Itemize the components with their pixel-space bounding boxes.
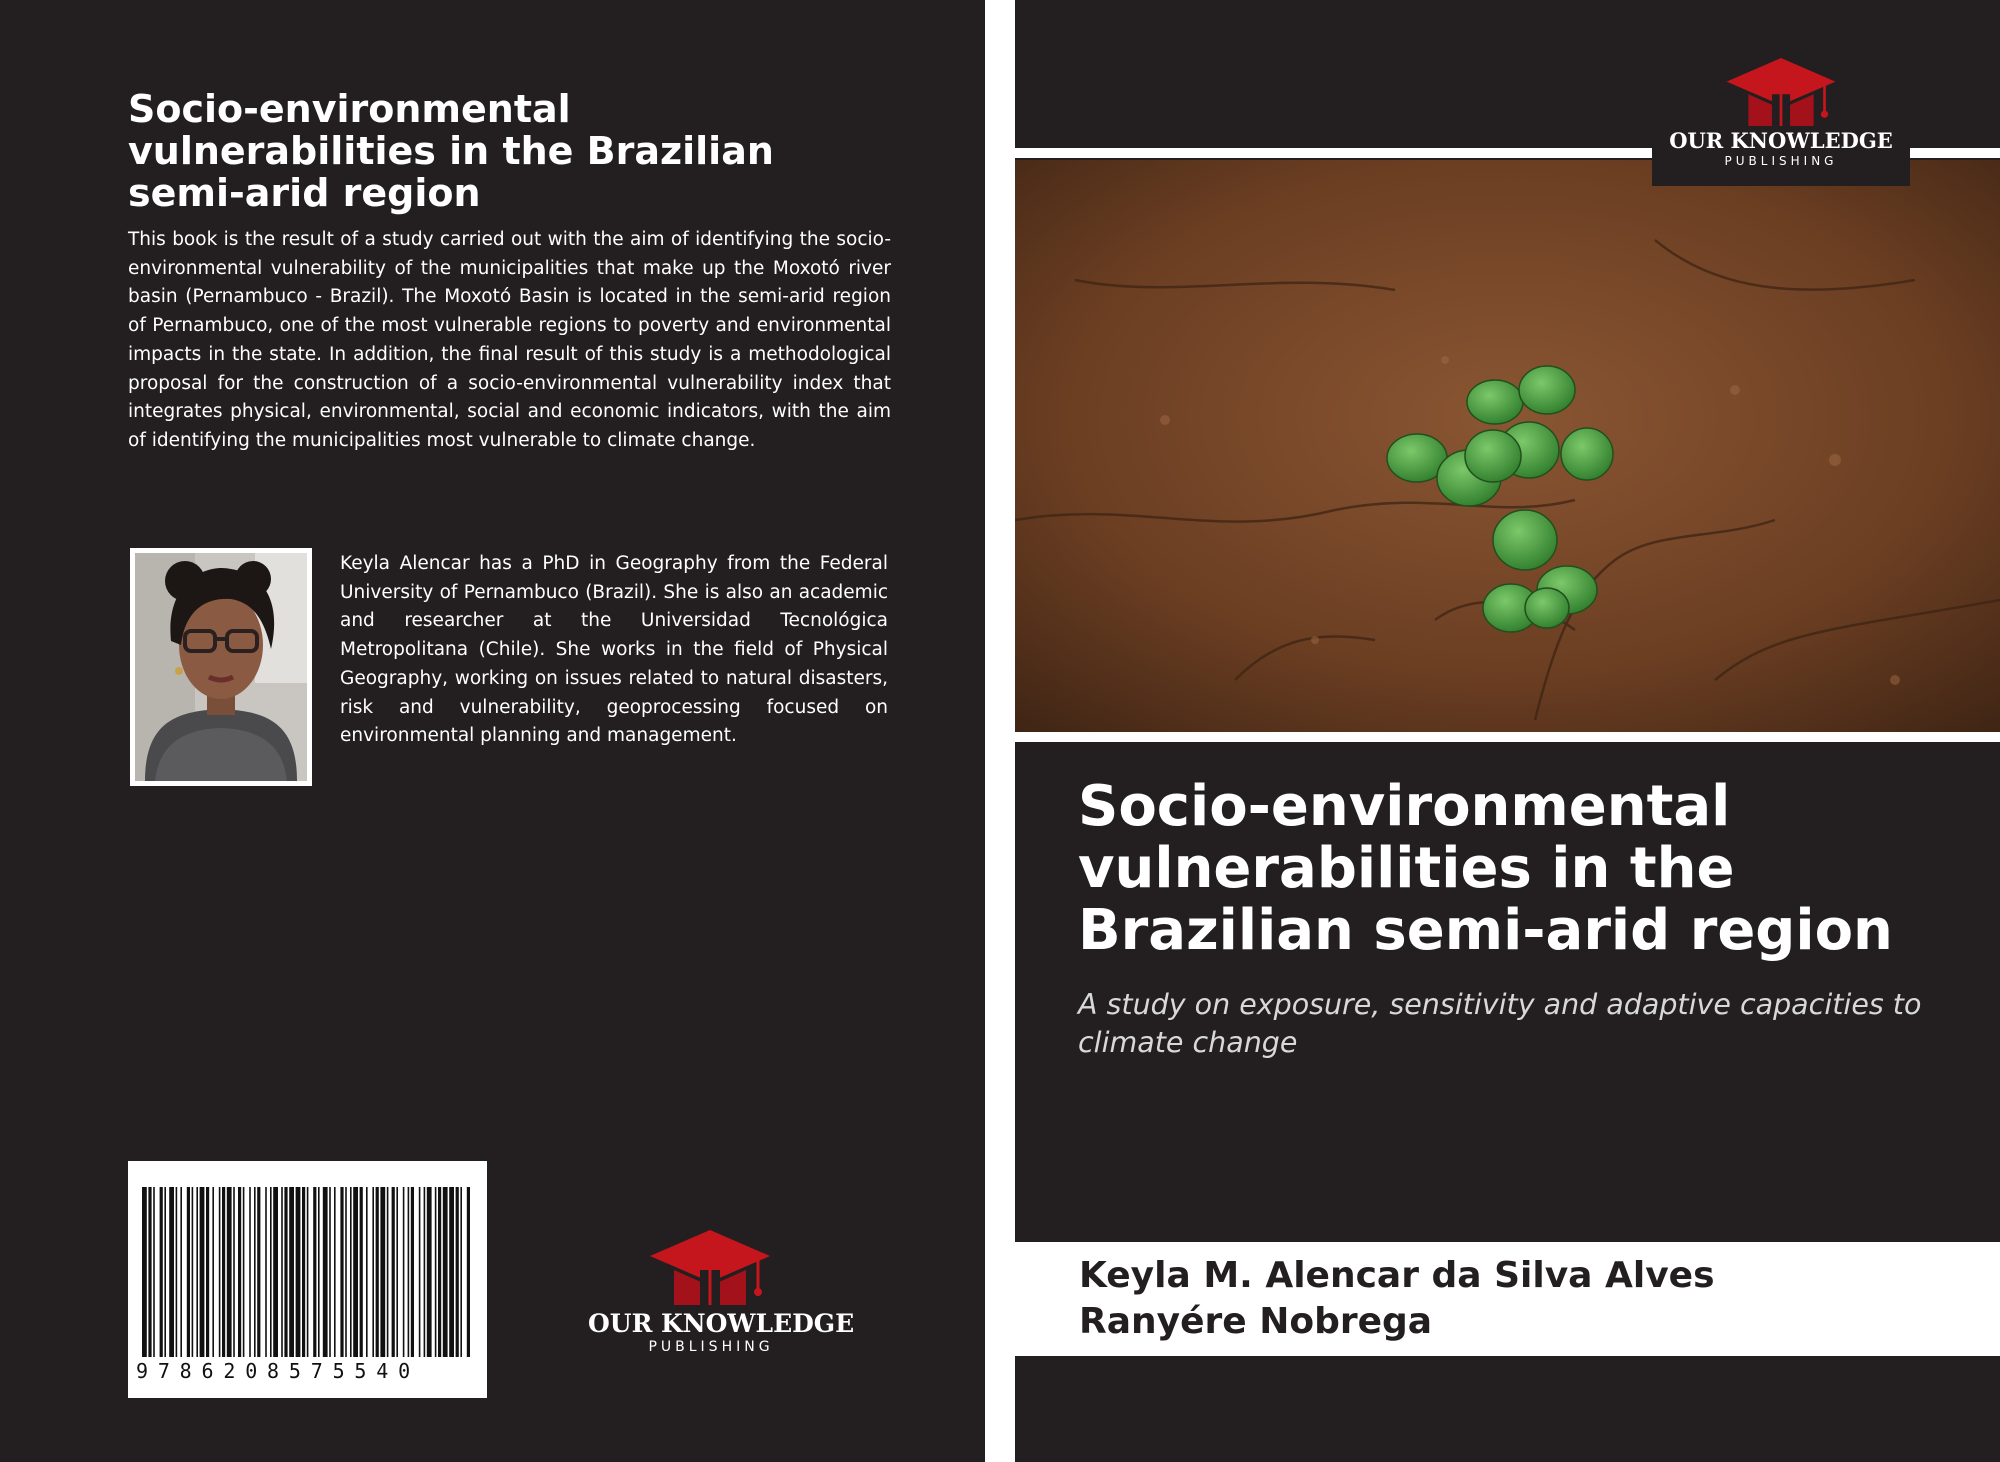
publisher-sub: PUBLISHING	[1724, 154, 1838, 168]
author-name-2: Ranyére Nobrega	[1079, 1301, 1433, 1342]
publisher-logo-icon	[1726, 58, 1836, 126]
back-cover	[0, 0, 985, 1462]
publisher-logo-icon	[650, 1230, 770, 1305]
author-bio: Keyla Alencar has a PhD in Geography from the Federal University of Pernambuco (Brazil). She is also an academic and researcher at the Universidad Tecnológica Metropolitana (Chile). She works in the field of Physical Geography, working on issues related to natural disasters, risk and vulnerability, geoprocessing focused on environmental planning and management.	[340, 553, 888, 747]
author-photo	[130, 548, 312, 786]
author-name-1: Keyla M. Alencar da Silva Alves	[1079, 1255, 1715, 1296]
front-cover-subtitle: A study on exposure, sensitivity and adaptive capacities to climate change	[1078, 988, 1922, 1059]
back-cover-title: Socio-environmental vulnerabilities in the Brazilian semi-arid region	[128, 87, 774, 215]
back-cover-description: This book is the result of a study carried out with the aim of identifying the socio-environmental vulnerability of the municipalities that make up the Moxotó river basin (Pernambuco - Brazil). The Moxotó Basin is located in the semi-arid region of Pernambuco, one of the most vulnerable regions to poverty and environmental impacts in the state. In addition, the final result of this study is a methodological proposal for the construction of a socio-environmental vulnerability index that integrates physical, environmental, social and economic indicators, with the aim of identifying the municipalities most vulnerable to climate change.	[128, 229, 891, 451]
publisher-name: OUR KNOWLEDGE	[588, 1309, 855, 1338]
publisher-name: OUR KNOWLEDGE	[1669, 128, 1893, 153]
front-cover	[1015, 0, 2000, 1462]
publisher-sub: PUBLISHING	[648, 1339, 774, 1355]
front-cover-title: Socio-environmental vulnerabilities in the Brazilian semi-arid region	[1078, 774, 1893, 963]
isbn-barcode	[128, 1161, 487, 1398]
cover-photo-seedling-in-soil	[1015, 160, 2000, 732]
authors-band	[1015, 1242, 2000, 1356]
publisher-logo-box	[1652, 48, 1910, 186]
isbn-digits: 9786208575540	[136, 1359, 420, 1383]
bottom-rule	[1015, 732, 2000, 742]
